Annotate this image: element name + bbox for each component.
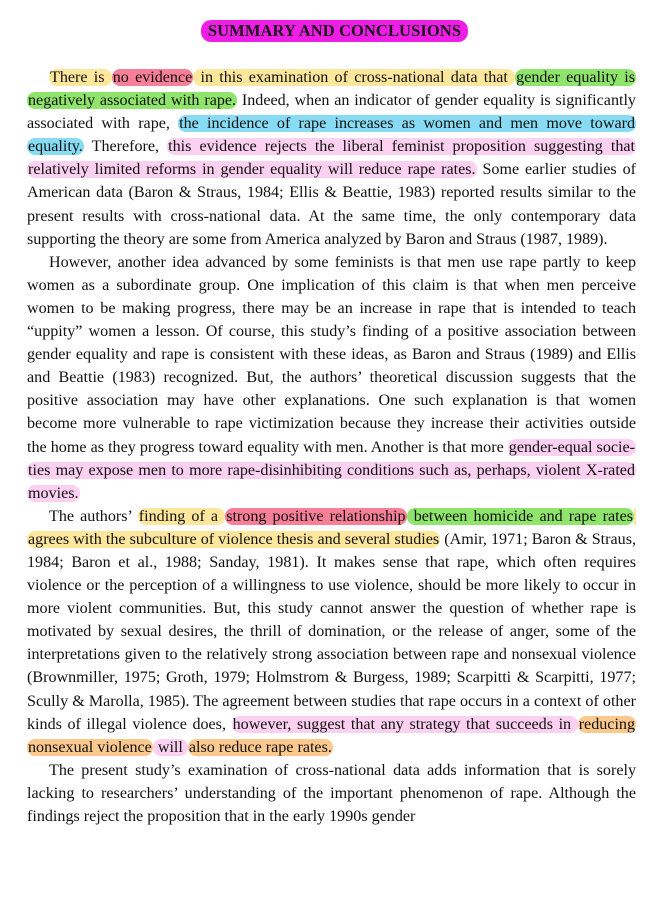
yellow-highlight: in this examination of cross-national data that bbox=[194, 69, 515, 86]
paragraph-1 bbox=[27, 66, 636, 251]
yellow-highlight: agrees with the subculture of violence thesis and several studies bbox=[27, 508, 636, 548]
paragraph-2 bbox=[27, 251, 636, 505]
paragraph-4 bbox=[27, 759, 636, 828]
orange-highlight: reducing nonsexual violence bbox=[28, 715, 636, 756]
pink-highlight: however, suggest that any strategy that succeeds in bbox=[232, 715, 577, 733]
red-highlight: no evidence bbox=[112, 69, 193, 86]
orange-highlight: also reduce rape rates. bbox=[188, 738, 332, 756]
blue-highlight: the incidence of rape increases as women and men move toward equality. bbox=[28, 115, 635, 156]
yellow-highlight: There is bbox=[50, 69, 111, 86]
section-title: SUMMARY AND CONCLUSIONS bbox=[201, 20, 468, 42]
pink-highlight: gender-equal societies may expose men to more rape-disinhibiting conditions such as, perhaps, violent X-rated movies. bbox=[28, 438, 635, 502]
text-run: Therefore, bbox=[83, 138, 168, 156]
document-body bbox=[27, 66, 636, 828]
green-highlight: between homicide and rape rates bbox=[407, 507, 633, 525]
green-highlight: gender equality is negatively associated with rape. bbox=[28, 69, 635, 110]
pink-highlight: this evidence rejects the liberal feminist proposition suggesting that relatively limited reforms in gender equality will reduce rape rates. bbox=[28, 138, 635, 179]
text-run: Indeed, when an indicator of gender equality is significantly associated with rape, bbox=[27, 92, 636, 133]
text-run: (Amir, 1971; Baron & Straus, 1984; Baron et al., 1988; Sanday, 1981). It makes sense that rape, which often requires violence or the perception of a willingness to use violence, should be more likely to occur in more violent communities. But, this study cannot answer the question of whether rape is motivated by sexual desires, the thrill of domination, or the release of anger, some of the interpretations given to the relatively strong association between rape and nonsexual violence (Brownmiller, 1975; Groth, 1979; Holmstrom & Burgess, 1989; Scarpitti & Scarpitti, 1977; Scully & Marolla, 1985). The agreement between studies that rape occurs in a context of other kinds of illegal violence does, bbox=[27, 530, 636, 733]
text-run: However, another idea advanced by some feminists is that men use rape partly to keep women as a subordinate group. One implication of this claim is that when men perceive women to be making progress, there may be an increase in rape that is intended to teach “uppity” women a lesson. Of course, this study’s finding of a positive association between gender equality and rape is consistent with these ideas, as Baron and Straus (1989) and Ellis and Beattie (1983) recognized. But, the authors’ theoretical discussion suggests that the positive association may have other explanations. One such explanation is that women become more vulnerable to rape victimization because they increase their activities outside the home as they progress toward equality with men. Another is that more bbox=[27, 253, 636, 456]
text-run: The authors’ bbox=[49, 507, 138, 525]
pink-highlight: will bbox=[153, 738, 187, 756]
yellow-highlight: finding of a bbox=[138, 507, 225, 525]
text-run: The present study’s examination of cross-national data adds information that is sorely lacking to researchers’ understanding of the important phenomenon of rape. Although the findings reject the proposition that in the early 1990s gender bbox=[27, 761, 636, 825]
paragraph-3 bbox=[27, 505, 636, 759]
text-run: Some earlier studies of American data (Baron & Straus, 1984; Ellis & Beattie, 1983) reported results similar to the present results with cross-national data. At the same time, the only contemporary data supporting the theory are some from America analyzed by Baron and Straus (1987, 1989). bbox=[27, 161, 636, 248]
red-highlight: strong positive relationship bbox=[226, 507, 406, 525]
title-container bbox=[0, 20, 669, 42]
